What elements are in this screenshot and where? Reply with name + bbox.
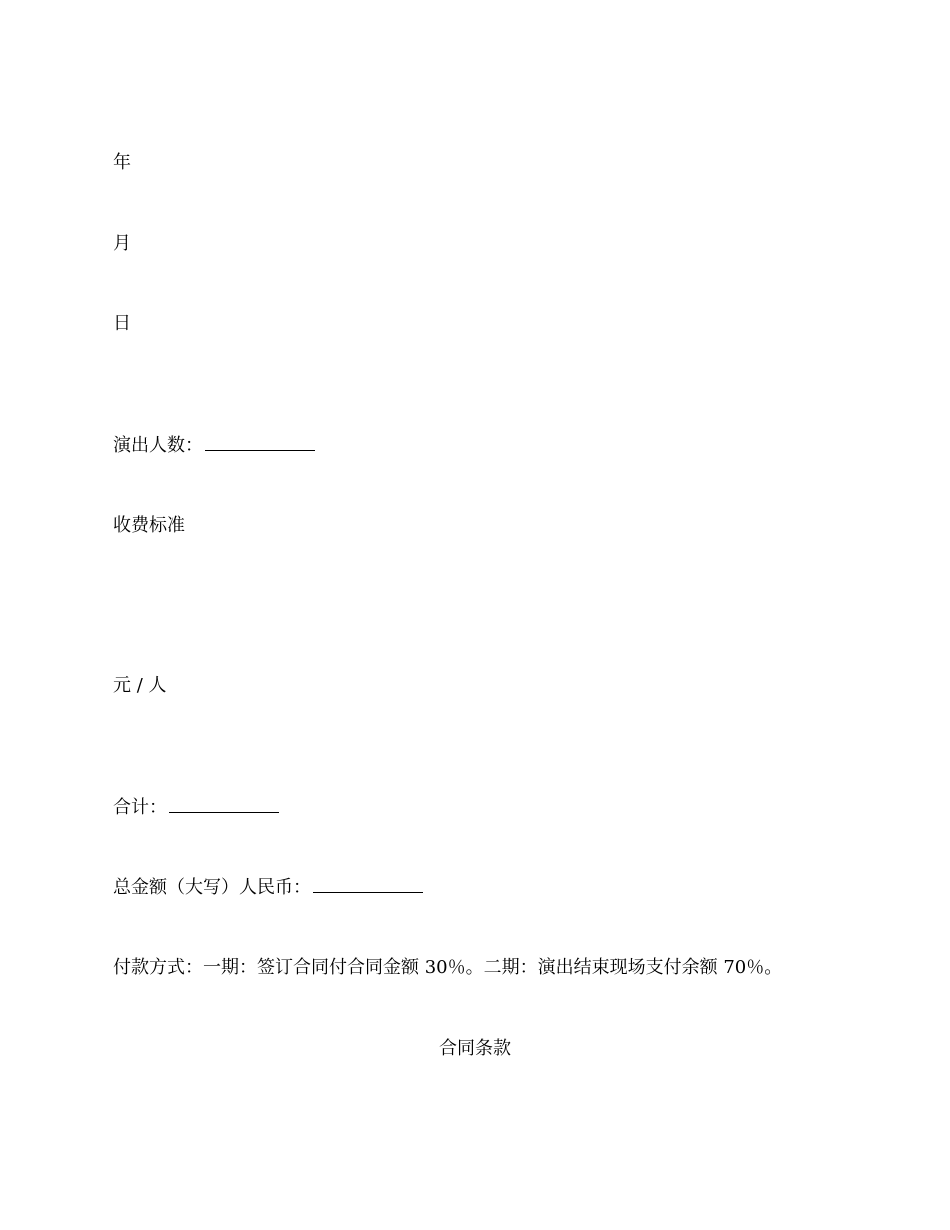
total-amount-label: 总金额（大写）人民币： — [113, 877, 311, 898]
fee-standard-label: 收费标准 — [113, 515, 185, 536]
performers-label: 演出人数： — [113, 435, 203, 456]
total-blank-field[interactable] — [169, 796, 279, 813]
day-label: 日 — [113, 313, 131, 334]
performers-blank-field[interactable] — [205, 434, 315, 451]
performers-line — [113, 434, 315, 457]
contract-terms-heading: 合同条款 — [439, 1038, 511, 1059]
month-label: 月 — [113, 233, 131, 254]
total-line — [113, 796, 279, 819]
year-label: 年 — [113, 152, 131, 173]
total-amount-line — [113, 876, 423, 899]
total-amount-blank-field[interactable] — [313, 876, 423, 893]
total-label: 合计： — [113, 797, 167, 818]
payment-terms-text: 付款方式：一期：签订合同付合同金额 30％。二期：演出结束现场支付余额 70％。 — [113, 957, 783, 978]
unit-label: 元 / 人 — [113, 675, 167, 696]
